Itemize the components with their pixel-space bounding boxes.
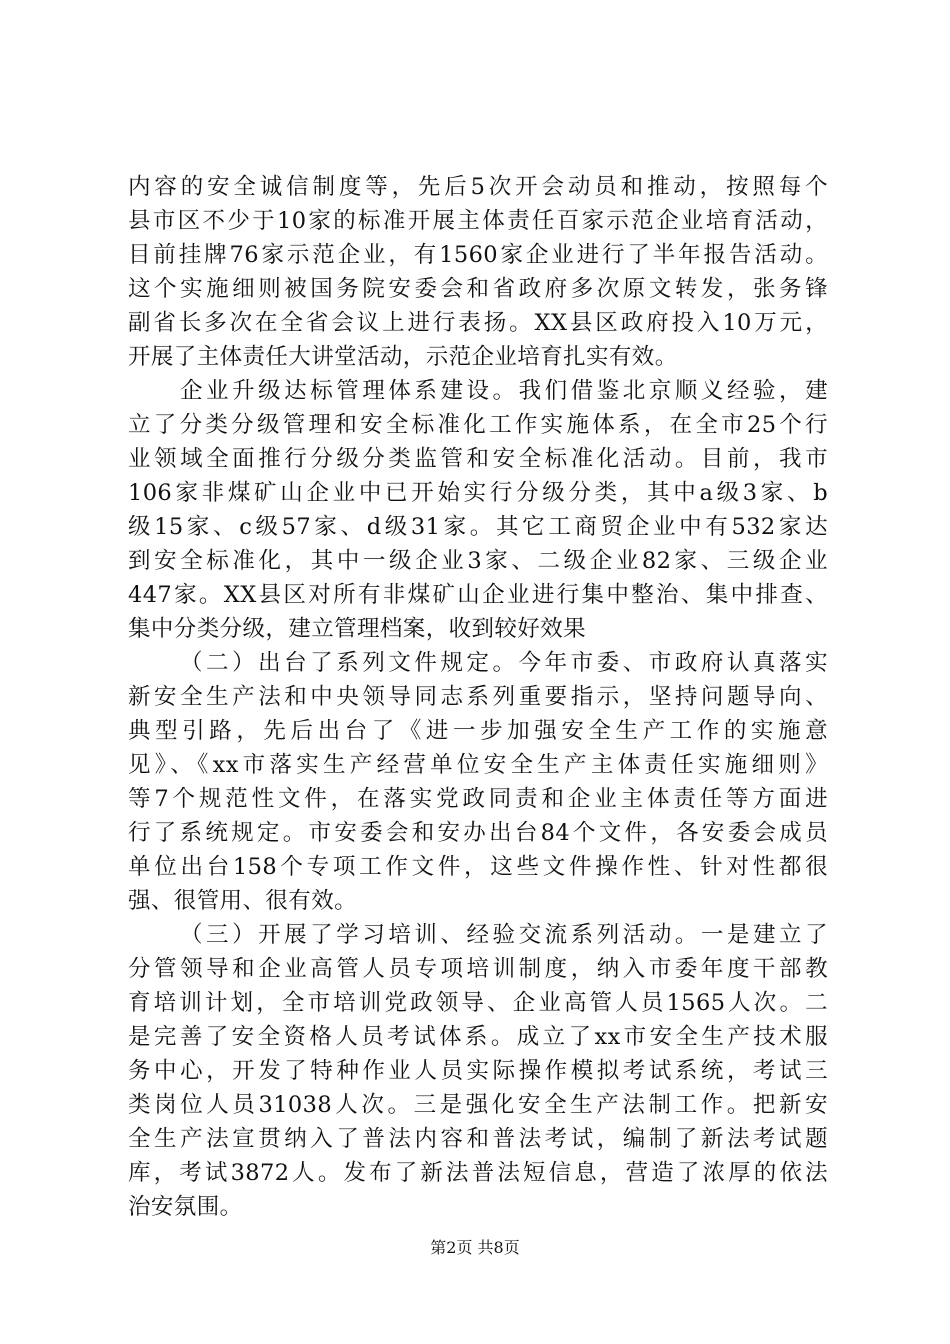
text-line: 副省长多次在全省会议上进行表扬。XX县区政府投入10万元，	[128, 310, 828, 336]
text-line: 447家。XX县区对所有非煤矿山企业进行集中整治、集中排查、	[128, 582, 828, 608]
paragraph-first-line: （三）开展了学习培训、经验交流系列活动。一是建立了	[180, 922, 828, 948]
text-line: 典型引路，先后出台了《进一步加强安全生产工作的实施意	[128, 718, 828, 744]
text-line: 见》、《xx市落实生产经营单位安全生产主体责任实施细则》	[128, 752, 828, 778]
text-line: 目前挂牌76家示范企业，有1560家企业进行了半年报告活动。	[128, 242, 828, 268]
text-line: 这个实施细则被国务院安委会和省政府多次原文转发，张务锋	[128, 276, 828, 302]
text-line: 全生产法宣贯纳入了普法内容和普法考试，编制了新法考试题	[128, 1126, 828, 1152]
paragraph-first-line: （二）出台了系列文件规定。今年市委、市政府认真落实	[180, 650, 828, 676]
page-number-footer: 第2页 共8页	[430, 1238, 520, 1257]
text-line: 是完善了安全资格人员考试体系。成立了xx市安全生产技术服	[128, 1024, 828, 1050]
text-line: 级15家、c级57家、d级31家。其它工商贸企业中有532家达	[128, 514, 828, 540]
text-line: 等7个规范性文件，在落实党政同责和企业主体责任等方面进	[128, 786, 828, 812]
text-line: 立了分类分级管理和安全标准化工作实施体系，在全市25个行	[128, 412, 828, 438]
text-line: 业领域全面推行分级分类监管和安全标准化活动。目前，我市	[128, 446, 828, 472]
text-line: 强、很管用、很有效。	[128, 888, 358, 914]
text-line: 分管领导和企业高管人员专项培训制度，纳入市委年度干部教	[128, 956, 828, 982]
text-line: 库，考试3872人。发布了新法普法短信息，营造了浓厚的依法	[128, 1160, 828, 1186]
text-line: 106家非煤矿山企业中已开始实行分级分类，其中a级3家、b	[128, 480, 828, 506]
text-line: 育培训计划，全市培训党政领导、企业高管人员1565人次。二	[128, 990, 828, 1016]
text-line: 新安全生产法和中央领导同志系列重要指示，坚持问题导向、	[128, 684, 828, 710]
text-line: 到安全标准化，其中一级企业3家、二级企业82家、三级企业	[128, 548, 828, 574]
text-line: 类岗位人员31038人次。三是强化安全生产法制工作。把新安	[128, 1092, 828, 1118]
text-line: 集中分类分级，建立管理档案，收到较好效果	[128, 616, 587, 642]
text-line: 内容的安全诚信制度等，先后5次开会动员和推动，按照每个	[128, 174, 828, 200]
paragraph-first-line: 企业升级达标管理体系建设。我们借鉴北京顺义经验，建	[180, 378, 828, 404]
text-line: 治安氛围。	[128, 1194, 243, 1220]
text-line: 县市区不少于10家的标准开展主体责任百家示范企业培育活动，	[128, 208, 828, 234]
text-line: 行了系统规定。市安委会和安办出台84个文件，各安委会成员	[128, 820, 828, 846]
text-line: 开展了主体责任大讲堂活动，示范企业培育扎实有效。	[128, 344, 678, 370]
text-line: 单位出台158个专项工作文件，这些文件操作性、针对性都很	[128, 854, 828, 880]
text-line: 务中心，开发了特种作业人员实际操作模拟考试系统，考试三	[128, 1058, 828, 1084]
